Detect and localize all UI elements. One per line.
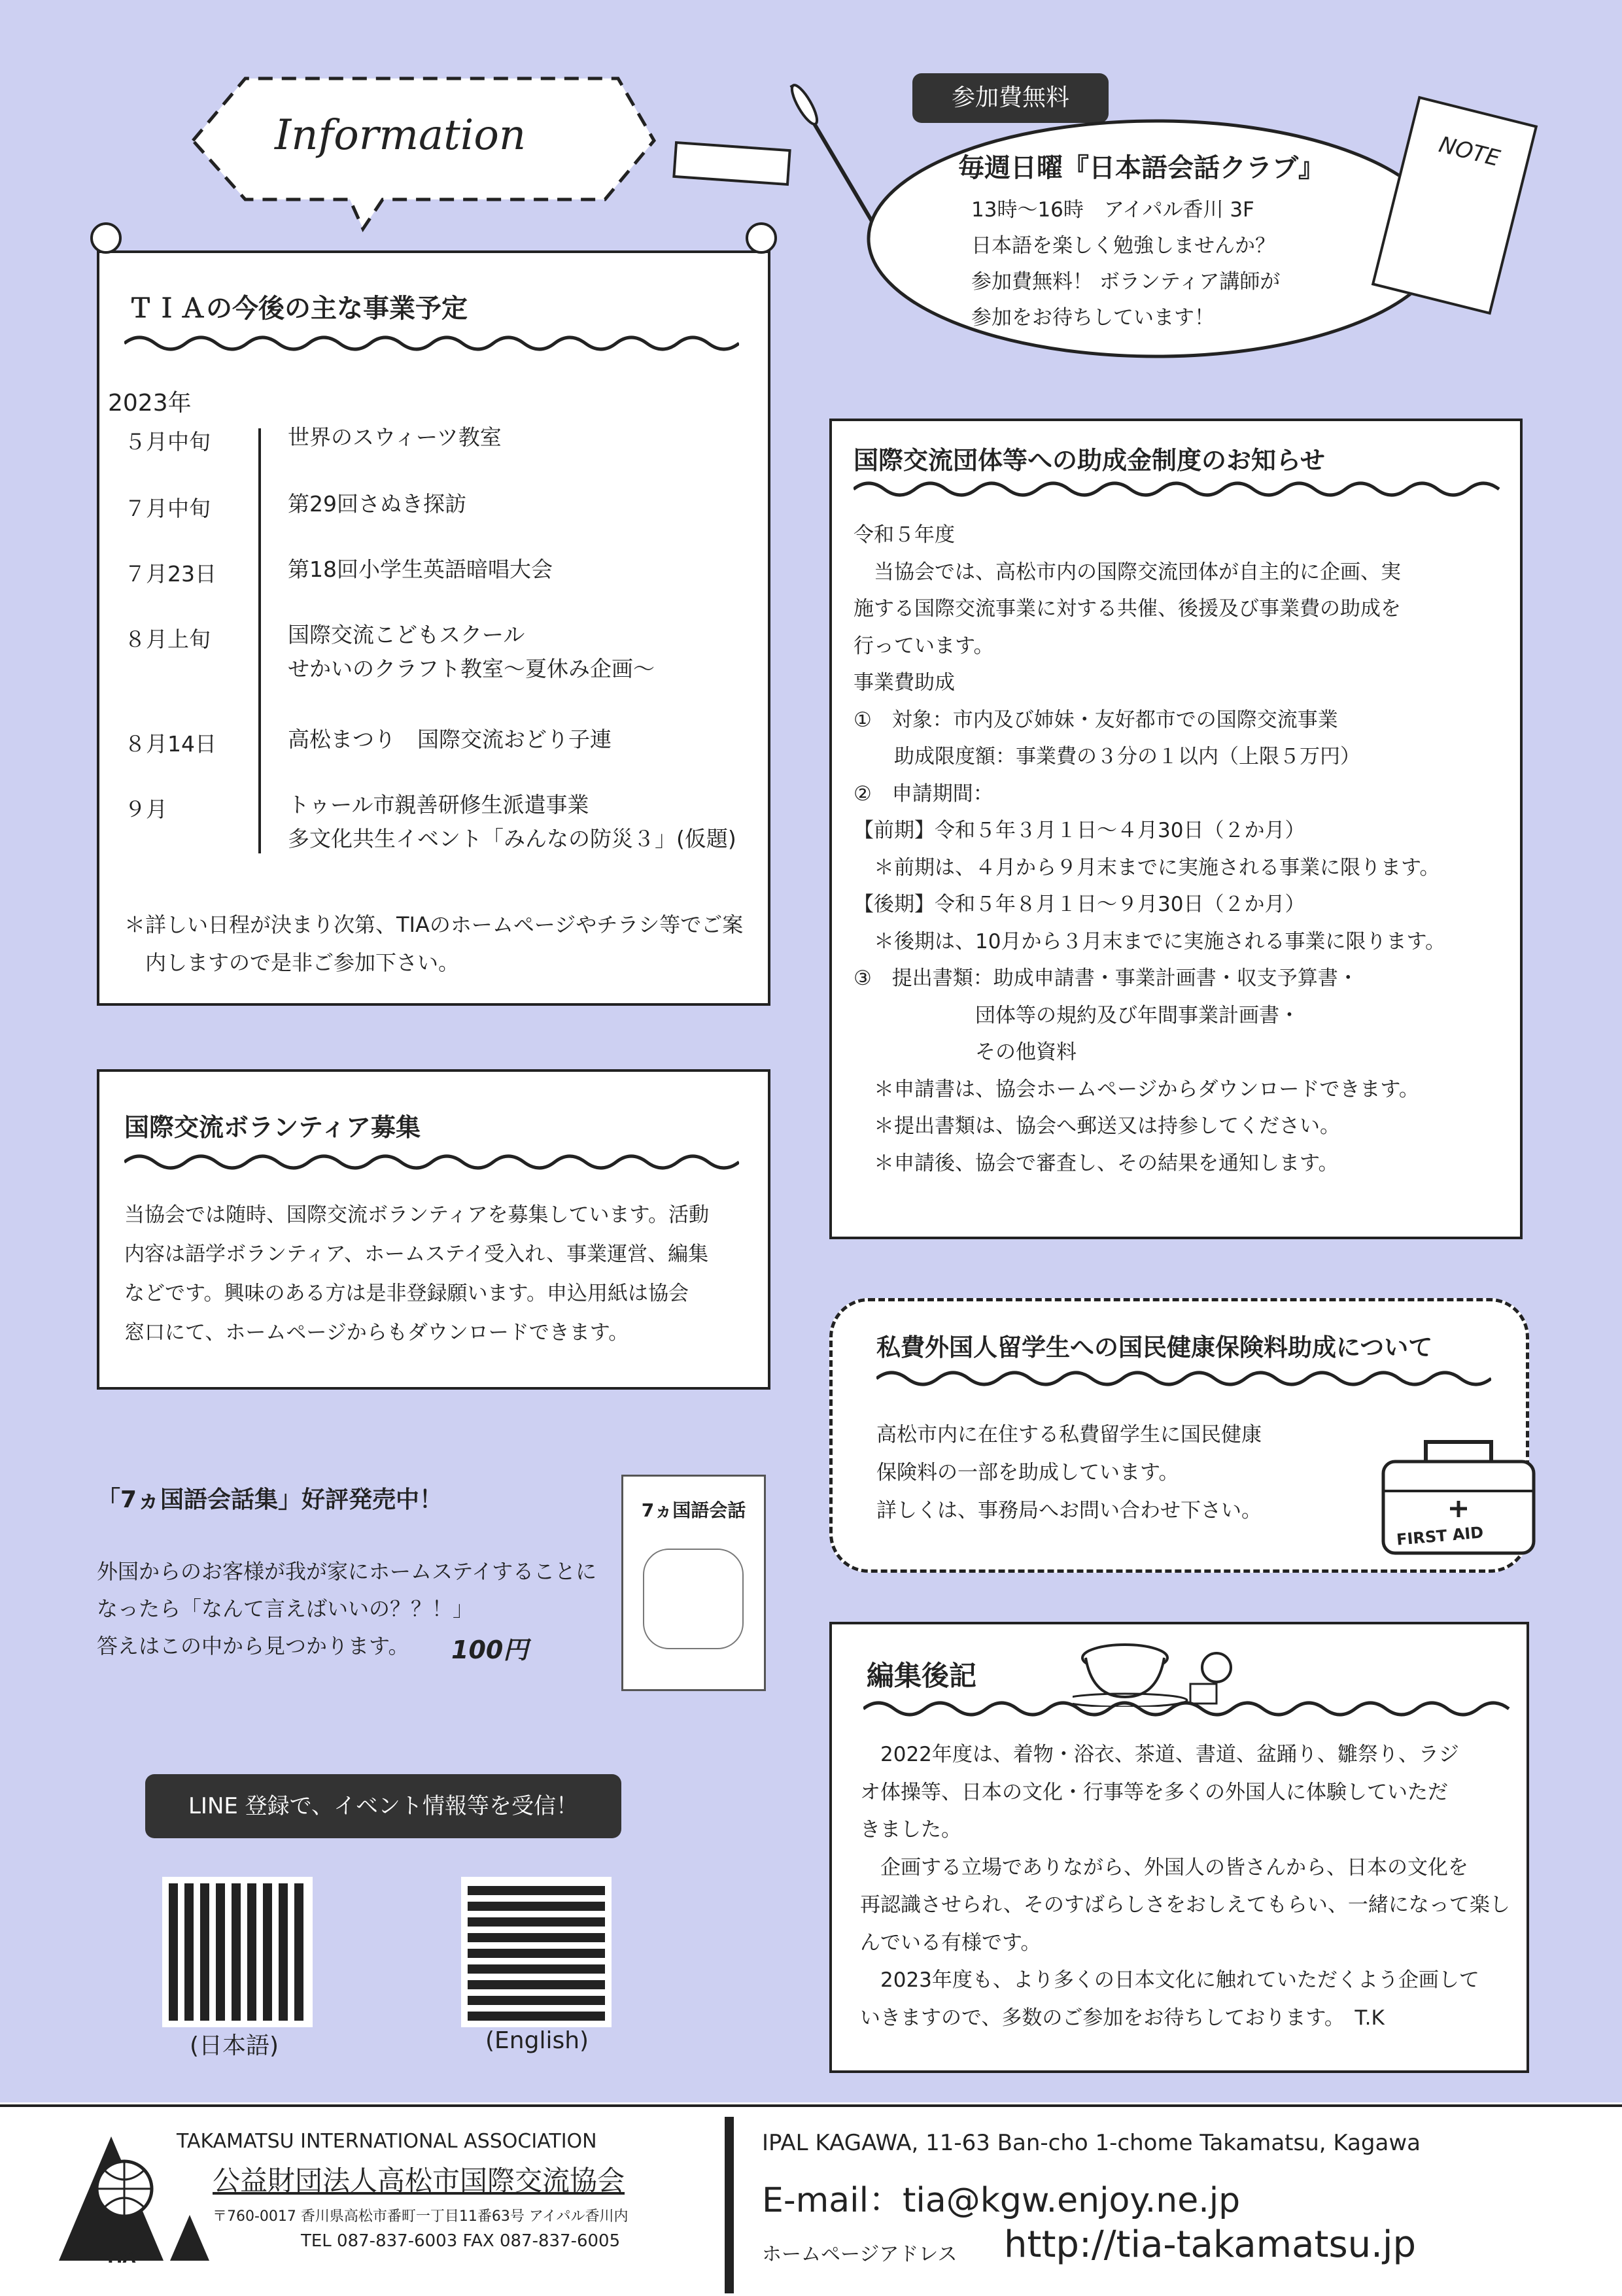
volunteer-title: 国際交流ボランティア募集 <box>124 1113 421 1142</box>
club-line-1: 13時～16時 アイパル香川 3F <box>971 198 1254 222</box>
schedule-date: ８月14日 <box>124 731 216 757</box>
schedule-date: ８月上旬 <box>124 626 211 652</box>
ipal-address: IPAL KAGAWA, 11-63 Ban-cho 1-chome Takamatsu, Kagawa <box>762 2130 1421 2156</box>
pushpin-icon <box>90 222 122 254</box>
qr-label-japanese: (日本語) <box>190 2032 279 2059</box>
schedule-rule <box>258 428 261 853</box>
club-line-3: 参加費無料！ ボランティア講師が <box>971 270 1281 294</box>
phrasebook-title: 「7ヵ国語会話集」好評発売中！ <box>97 1486 443 1513</box>
club-title: 毎週日曜『日本語会話クラブ』 <box>958 153 1324 183</box>
pushpin-icon <box>746 222 777 254</box>
club-line-4: 参加をお待ちしています！ <box>971 306 1215 330</box>
phrasebook-cover <box>621 1475 766 1691</box>
schedule-note: ＊詳しい日程が決まり次第、TIAのホームページやチラシ等でご案 内しますので是非ご参加下さい。 <box>124 912 744 975</box>
phrasebook-body: 外国からのお客様が我が家にホームステイすることに なったら「なんて言えばいいの？？！」 答えはこの中から見つかります。 <box>97 1559 597 1658</box>
grant-title: 国際交流団体等への助成金制度のお知らせ <box>854 446 1325 475</box>
org-tel-fax: TEL 087-837-6003 FAX 087-837-6005 <box>301 2231 621 2251</box>
footer <box>0 2104 1622 2296</box>
homepage-link[interactable]: http://tia-takamatsu.jp <box>1004 2223 1417 2266</box>
teacup-icon <box>1073 1609 1256 1707</box>
qr-code-japanese[interactable] <box>162 1877 313 2027</box>
insurance-title: 私費外国人留学生への国民健康保険料助成について <box>876 1333 1433 1362</box>
logo-text: TIA <box>105 2248 136 2267</box>
club-line-2: 日本語を楽しく勉強しませんか？ <box>971 234 1275 258</box>
schedule-date: ７月中旬 <box>124 496 211 521</box>
free-badge: 参加費無料 <box>912 73 1109 123</box>
qr-label-english: (English) <box>485 2027 589 2054</box>
homepage-label: ホームページアドレス <box>762 2243 958 2266</box>
wavy-divider <box>854 479 1501 499</box>
schedule-event: 第29回さぬき探訪 <box>288 491 466 517</box>
wavy-divider <box>863 1699 1517 1719</box>
schedule-date: ５月中旬 <box>124 429 211 454</box>
grant-body: 令和５年度 当協会では、高松市内の国際交流団体が自主的に企画、実 施する国際交流事業に対する共催、後援及び事業費の助成を 行っています。 事業費助成 ① 対象：市内及び姉妹・友好都市での国際交流事業 助成限度額：事業費の３分の１以内（上限５万円） ② 申請期間： 【前期】令和５年３月１日～４月30日（２か月） ＊前期は、４月から９月末までに実施される事業に限ります。 【後期】令和５年８月１日～９月30日（２か月） ＊後期は、10月から３月末までに実施される事業に限ります。 ③ 提出書類：助成申請書・事業計画書・収支予算書・ 団体等の規約及び年間事業計画書・ その他資料 ＊申請書は、協会ホームページからダウンロードできます。 ＊提出書類は、協会へ郵送又は持参してください。 ＊申請後、協会で審査し、その結果を通知します。 <box>854 523 1445 1175</box>
schedule-event: トゥール市親善研修生派遣事業 多文化共生イベント「みんなの防災３」(仮題) <box>288 792 736 851</box>
schedule-event: 国際交流こどもスクール せかいのクラフト教室～夏休み企画～ <box>288 622 655 681</box>
org-name-jp: 公益財団法人高松市国際交流協会 <box>213 2165 625 2197</box>
line-banner: LINE 登録で、イベント情報等を受信！ <box>145 1774 621 1838</box>
note-label: NOTE <box>1436 131 1503 172</box>
wavy-divider <box>124 334 739 353</box>
volunteer-body: 当協会では随時、国際交流ボランティアを募集しています。活動 内容は語学ボランティア、ホームステイ受入れ、事業運営、編集 などです。興味のある方は是非登録願います。申込用紙は協会 窓口にて、ホームページからもダウンロードできます。 <box>124 1203 710 1345</box>
information-label: Information <box>275 111 526 160</box>
org-address: 〒760-0017 香川県高松市番町一丁目11番63号 アイパル香川内 <box>213 2208 629 2225</box>
wavy-divider <box>876 1369 1491 1388</box>
editor-title: 編集後記 <box>867 1660 977 1692</box>
email-link[interactable]: E-mail：tia@kgw.enjoy.ne.jp <box>762 2181 1241 2220</box>
schedule-event: 高松まつり 国際交流おどり子連 <box>288 727 612 752</box>
schedule-title: ＴＩＡの今後の主な事業予定 <box>128 294 468 324</box>
qr-code-english[interactable] <box>461 1877 612 2027</box>
cover-illustration <box>643 1549 744 1649</box>
first-aid-label: FIRST AID <box>1396 1523 1485 1549</box>
org-name-en: TAKAMATSU INTERNATIONAL ASSOCIATION <box>177 2130 597 2153</box>
editor-body: 2022年度は、着物・浴衣、茶道、書道、盆踊り、雛祭り、ラジ オ体操等、日本の文化・行事等を多くの外国人に体験していただ きました。 企画する立場でありながら、外国人の皆さんから、日本の文化を 再認識させられ、そのすばらしさをおしえてもらい、一緒になって楽し んでいる有様です。 2023年度も、より多くの日本文化に触れていただくよう企画して いきますので、多数のご参加をお待ちしております。 T.K <box>860 1743 1510 2030</box>
phrasebook-price: 100円 <box>451 1636 528 1664</box>
schedule-event: 世界のスウィーツ教室 <box>288 424 502 450</box>
insurance-body: 高松市内に在住する私費留学生に国民健康 保険料の一部を助成しています。 詳しくは、事務局へお問い合わせ下さい。 <box>876 1423 1262 1522</box>
schedule-event: 第18回小学生英語暗唱大会 <box>288 557 553 582</box>
wavy-divider <box>124 1152 739 1172</box>
schedule-date: ７月23日 <box>124 561 216 587</box>
schedule-year: 2023年 <box>108 390 192 417</box>
footer-divider <box>725 2117 734 2293</box>
schedule-date: ９月 <box>124 797 167 822</box>
phrasebook-cover-title: 7ヵ国語会話 <box>641 1499 746 1521</box>
